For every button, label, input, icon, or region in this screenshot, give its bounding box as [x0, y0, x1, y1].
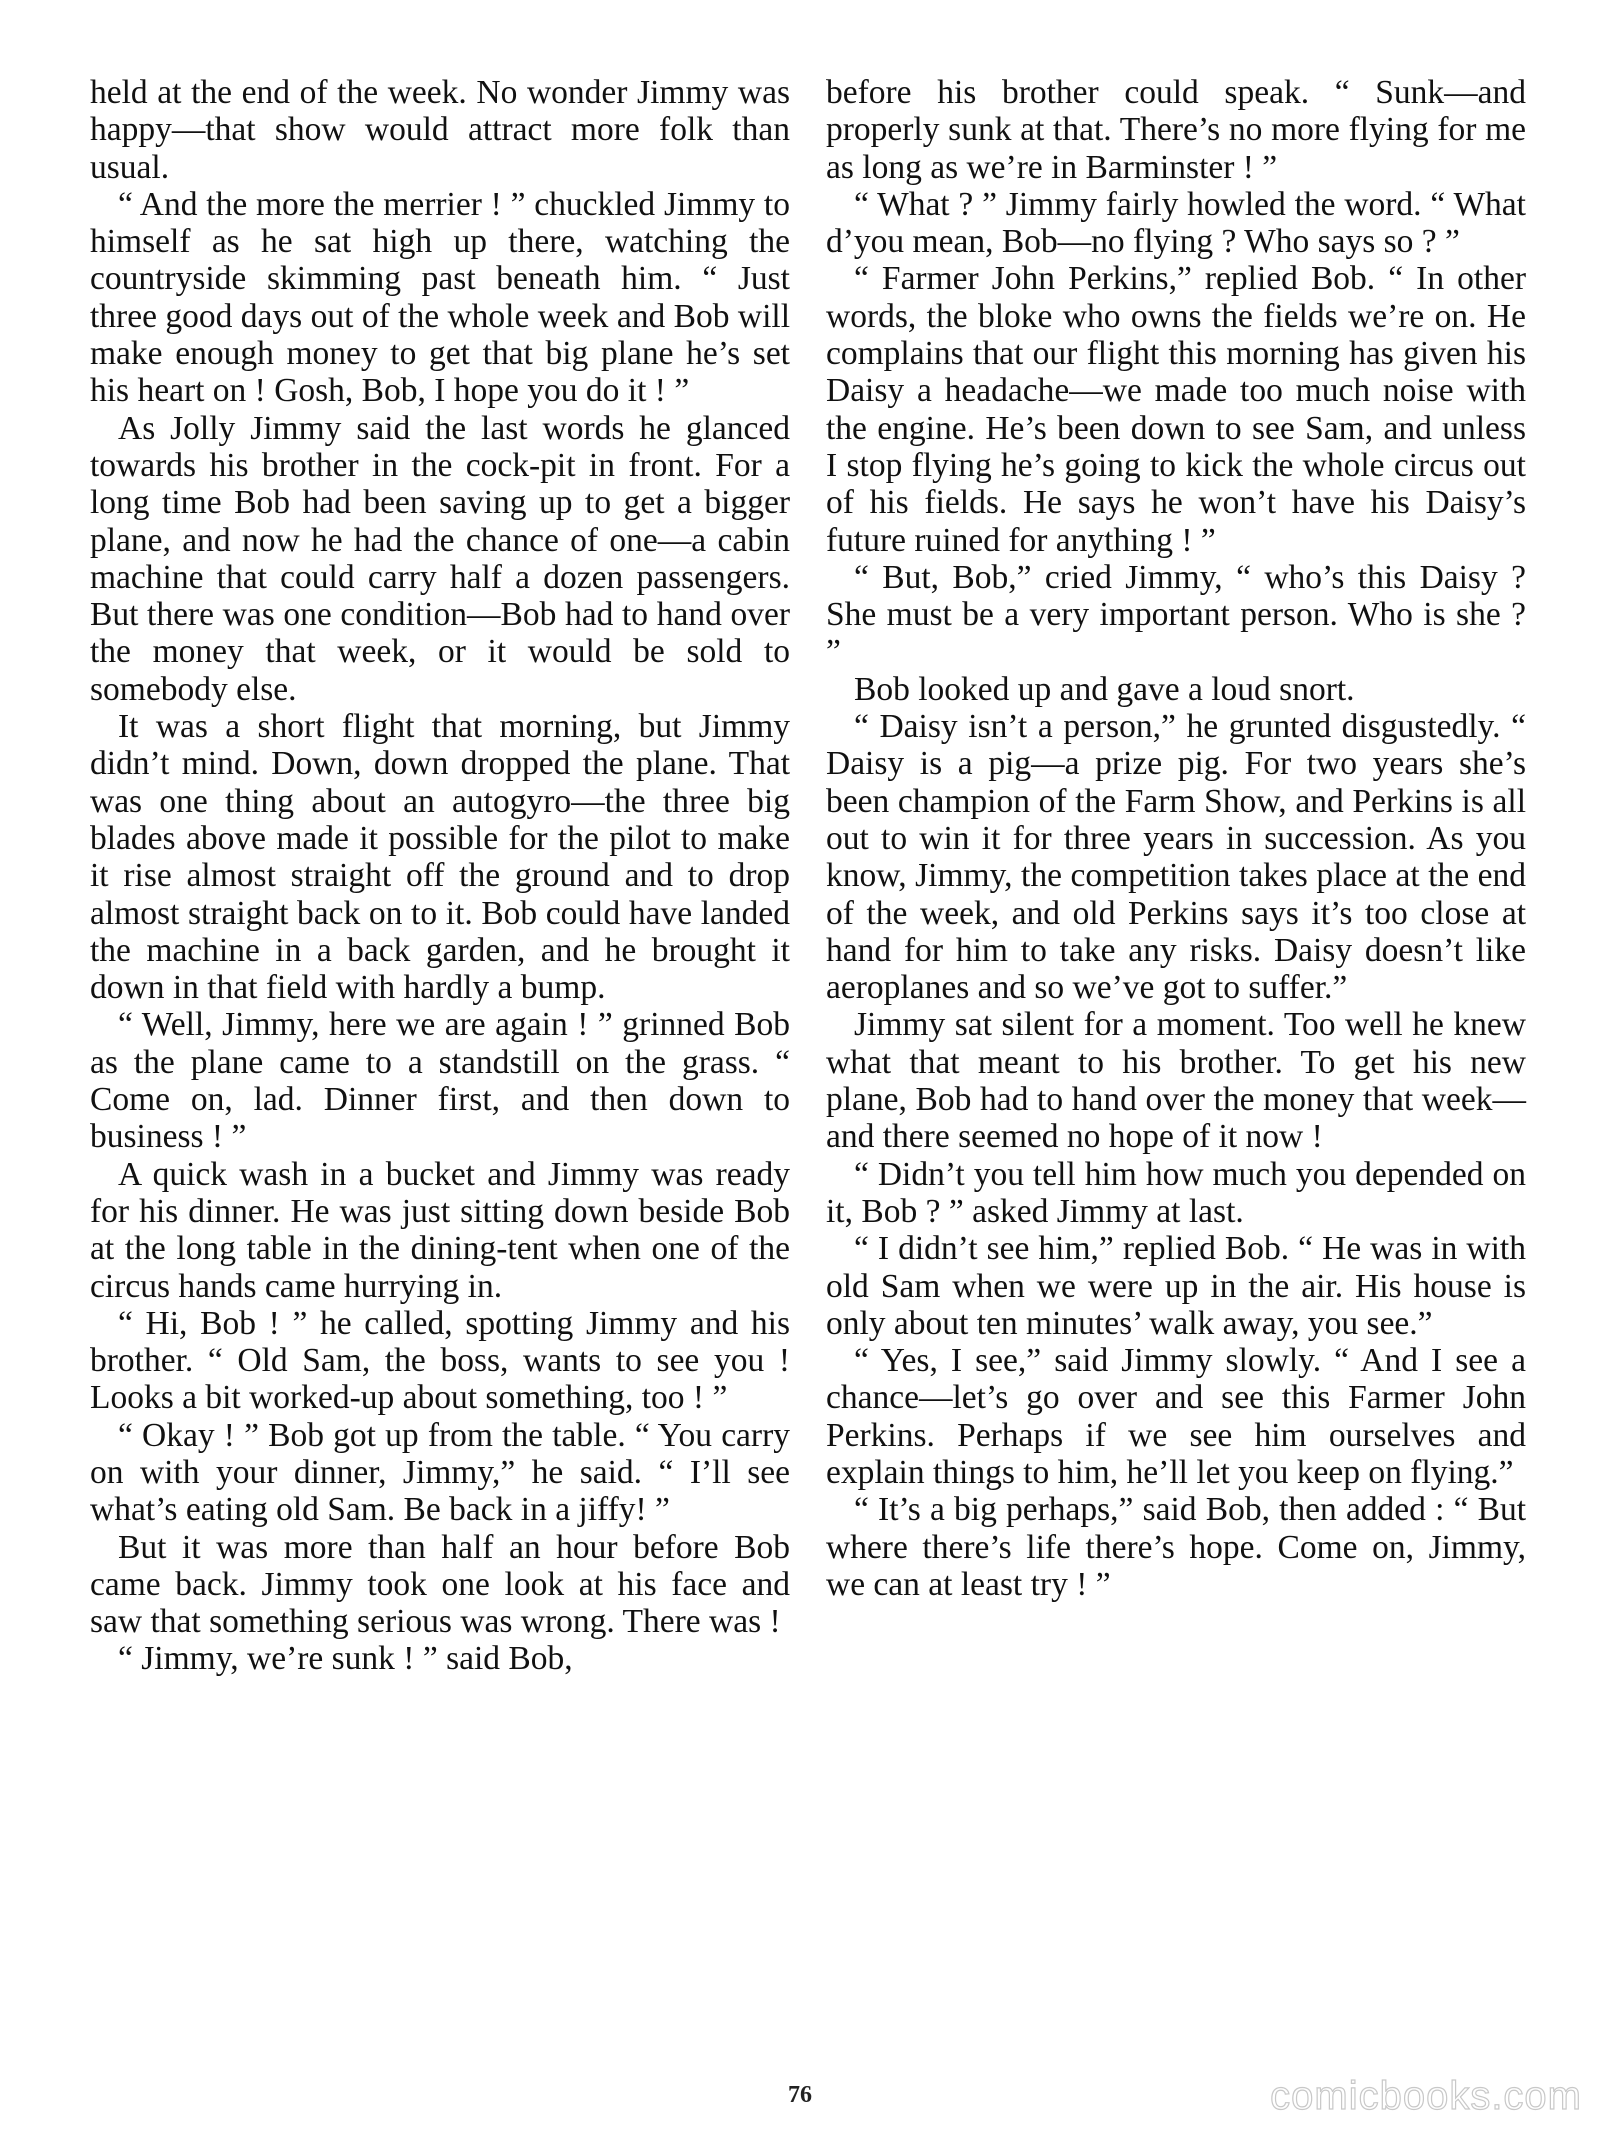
paragraph: Bob looked up and gave a loud snort. [854, 670, 1355, 708]
left-column [90, 74, 790, 1678]
paragraph: “ Daisy isn’t a person,” he grunted disgustedly. “ Daisy is a pig—a prize pig. For two years she’s been champion of the Farm Show, and Perkins is all out to win it for three years in succession. As you know, Jimmy, the competition takes place at the end of the week, and old Perkins says it’s too close at hand for him to take any risks. Daisy doesn’t like aeroplanes and so we’ve got to suffer.” [826, 708, 1526, 1007]
paragraph: “ Jimmy, we’re sunk ! ” said Bob, [118, 1640, 573, 1678]
paragraph: held at the end of the week. No wonder Jimmy was happy—that show would attract more folk than usual. [90, 74, 790, 186]
right-column [826, 74, 1526, 1603]
watermark-logo: comicbooks.com [1270, 2074, 1582, 2118]
paragraph: “ Farmer John Perkins,” replied Bob. “ In other words, the bloke who owns the fields we’re on. He complains that our flight this morning has given his Daisy a headache—we made too much noise with the engine. He’s been down to see Sam, and unless I stop flying he’s going to kick the whole circus out of his fields. He says he won’t have his Daisy’s future ruined for anything ! ” [826, 260, 1526, 559]
paragraph: “ Yes, I see,” said Jimmy slowly. “ And I see a chance—let’s go over and see this Farmer John Perkins. Perhaps if we see him ourselves and explain things to him, he’ll let you keep on flying.” [826, 1342, 1526, 1491]
paragraph: “ Well, Jimmy, here we are again ! ” grinned Bob as the plane came to a standstill on the grass. “ Come on, lad. Dinner first, and then down to business ! ” [90, 1006, 790, 1156]
paragraph: “ Okay ! ” Bob got up from the table. “ You carry on with your dinner, Jimmy,” he said. “ I’ll see what’s eating old Sam. Be back in a jiffy! ” [90, 1416, 790, 1529]
paragraph: “ I didn’t see him,” replied Bob. “ He was in with old Sam when we were up in the air. His house is only about ten minutes’ walk away, you see.” [826, 1230, 1526, 1342]
paragraph: “ What ? ” Jimmy fairly howled the word. “ What d’you mean, Bob—no flying ? Who says so ? ” [826, 185, 1526, 261]
paragraph: “ Didn’t you tell him how much you depended on it, Bob ? ” asked Jimmy at last. [826, 1155, 1526, 1230]
paragraph: But it was more than half an hour before Bob came back. Jimmy took one look at his face and saw that something serious was wrong. There was ! [90, 1528, 790, 1641]
paragraph: It was a short flight that morning, but Jimmy didn’t mind. Down, down dropped the plane. That was one thing about an autogyro—the three big blades above made it possible for the pilot to make it rise almost straight off the ground and to drop almost straight back on to it. Bob could have landed the machine in a back garden, and he brought it down in that field with hardly a bump. [90, 708, 790, 1007]
paragraph: “ And the more the merrier ! ” chuckled Jimmy to himself as he sat high up there, watching the countryside skimming past beneath him. “ Just three good days out of the whole week and Bob will make enough money to get that big plane he’s set his heart on ! Gosh, Bob, I hope you do it ! ” [90, 185, 790, 410]
paragraph: A quick wash in a bucket and Jimmy was ready for his dinner. He was just sitting down beside Bob at the long table in the dining-tent when one of the circus hands came hurrying in. [90, 1155, 790, 1305]
paragraph: As Jolly Jimmy said the last words he glanced towards his brother in the cock-pit in front. For a long time Bob had been saving up to get a bigger plane, and now he had the chance of one—a cabin machine that could carry half a dozen passengers. But there was one condition—Bob had to hand over the money that week, or it would be sold to somebody else. [90, 409, 790, 708]
paragraph: “ It’s a big perhaps,” said Bob, then added : “ But where there’s life there’s hope. Come on, Jimmy, we can at least try ! ” [826, 1491, 1526, 1603]
paragraph: “ But, Bob,” cried Jimmy, “ who’s this Daisy ? She must be a very important person. Who is she ? ” [826, 558, 1526, 671]
paragraph: before his brother could speak. “ Sunk—and properly sunk at that. There’s no more flying for me as long as we’re in Barminster ! ” [826, 74, 1526, 186]
paragraph: “ Hi, Bob ! ” he called, spotting Jimmy and his brother. “ Old Sam, the boss, wants to see you ! Looks a bit worked-up about something, too ! ” [90, 1304, 790, 1417]
paragraph: Jimmy sat silent for a moment. Too well he knew what that meant to his brother. To get his new plane, Bob had to hand over the money that week—and there seemed no hope of it now ! [826, 1006, 1526, 1156]
page-number: 76 [788, 2082, 812, 2108]
